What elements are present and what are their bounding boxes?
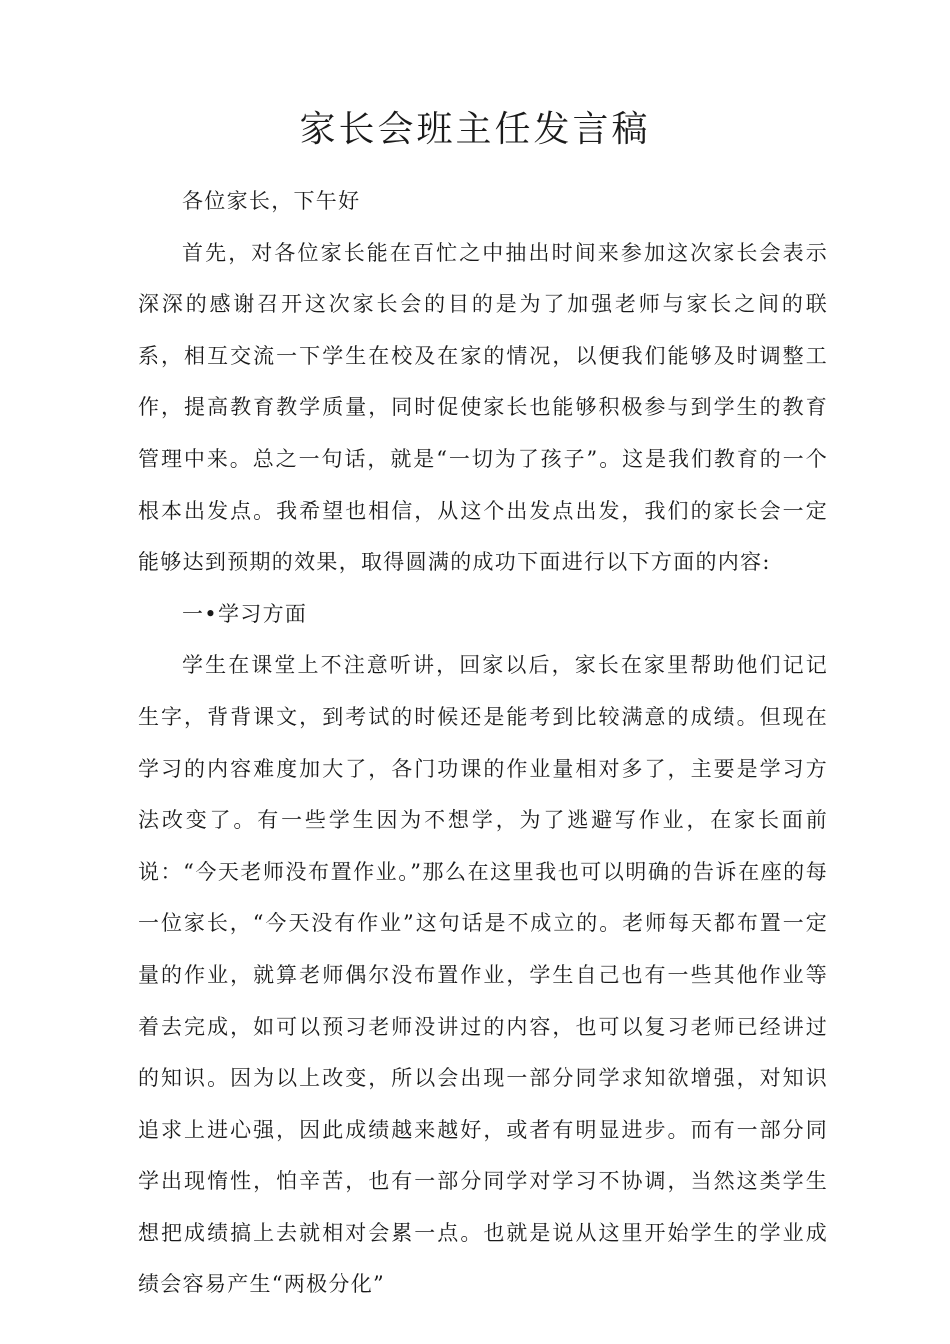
intro-paragraph: 首先，对各位家长能在百忙之中抽出时间来参加这次家长会表示深深的感谢召开这次家长会的目的是为了加强老师与家长之间的联系，相互交流一下学生在校及在家的情况，以便我们能够及时调整工作，提高教育教学质量，同时促使家长也能够积极参与到学生的教育管理中来。总之一句话，就是“一切为了孩子”。这是我们教育的一个根本出发点。我希望也相信，从这个出发点出发，我们的家长会一定能够达到预期的效果，取得圆满的成功下面进行以下方面的内容:	[138, 240, 828, 575]
section-heading-study: 一•学习方面	[182, 601, 308, 626]
document-title: 家长会班主任发言稿	[299, 109, 651, 150]
greeting-paragraph: 各位家长，下午好	[182, 189, 361, 213]
document-body	[138, 176, 828, 1311]
study-paragraph: 学生在课堂上不注意听讲，回家以后，家长在家里帮助他们记记生字，背背课文，到考试的时候还是能考到比较满意的成绩。但现在学习的内容难度加大了，各门功课的作业量相对多了，主要是学习方法改变了。有一些学生因为不想学，为了逃避写作业，在家长面前说：“今天老师没布置作业。”那么在这里我也可以明确的告诉在座的每一位家长，“今天没有作业”这句话是不成立的。老师每天都布置一定量的作业，就算老师偶尔没布置作业，学生自己也有一些其他作业等着去完成，如可以预习老师没讲过的内容，也可以复习老师已经讲过的知识。因为以上改变，所以会出现一部分同学求知欲增强，对知识追求上进心强，因此成绩越来越好，或者有明显进步。而有一部分同学出现惰性，怕辛苦，也有一部分同学对学习不协调，当然这类学生想把成绩搞上去就相对会累一点。也就是说从这里开始学生的学业成绩会容易产生“两极分化”	[138, 653, 828, 1297]
